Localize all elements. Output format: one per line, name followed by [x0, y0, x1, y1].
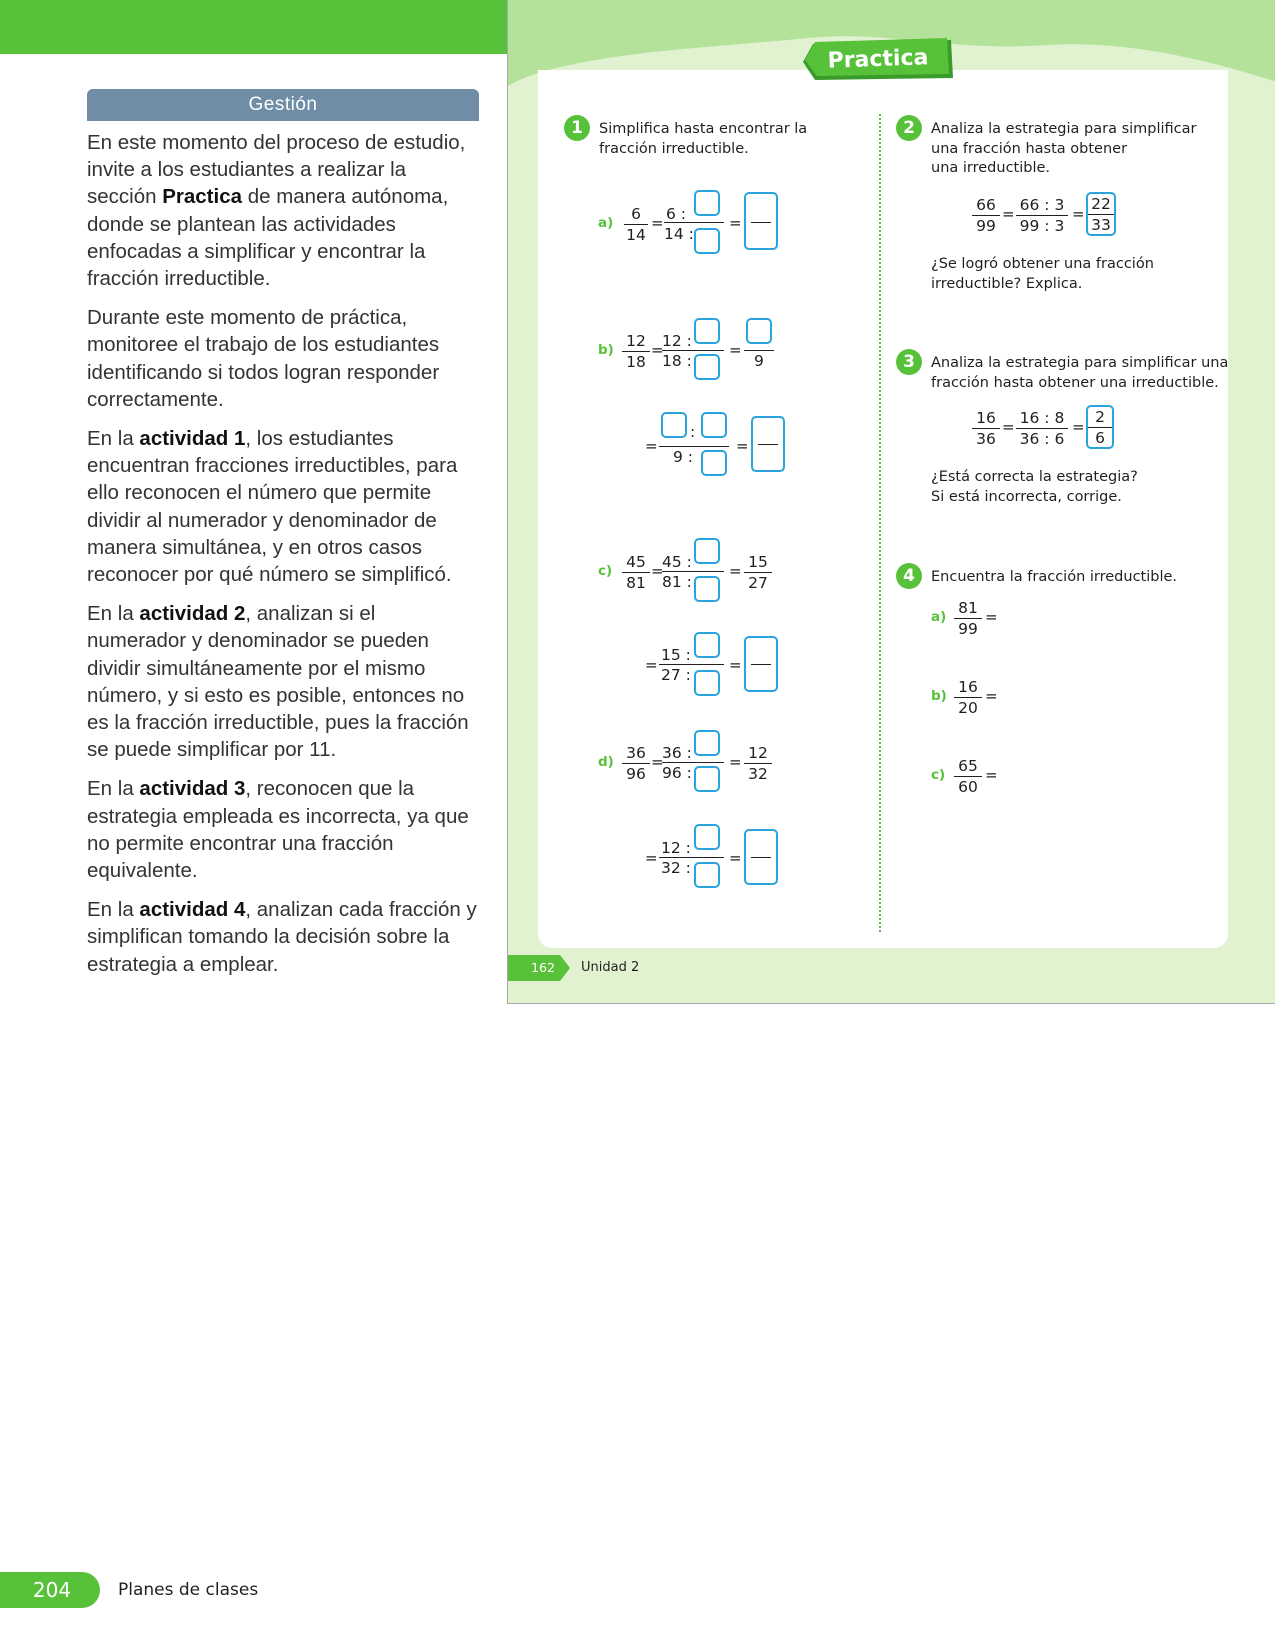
- denominator-division: 27 :: [661, 666, 691, 684]
- equals-sign: =: [729, 214, 742, 232]
- activity-3-badge: 3: [896, 349, 922, 375]
- denominator-division: 32 :: [661, 859, 691, 877]
- fraction-3-result: 2 6: [1088, 408, 1112, 447]
- equals-sign: =: [645, 437, 658, 455]
- answer-box[interactable]: [661, 412, 687, 438]
- fraction-4b: 16 20: [954, 678, 982, 717]
- activity-1-instruction: Simplifica hasta encontrar la fracción irreductible.: [599, 121, 808, 157]
- denominator-division: 96 :: [662, 764, 692, 782]
- equals-sign: =: [736, 437, 749, 455]
- fraction-bar: [662, 762, 724, 763]
- equals-sign: =: [729, 562, 742, 580]
- answer-box[interactable]: [694, 670, 720, 696]
- fraction-4a: 81 99: [954, 599, 982, 638]
- answer-box[interactable]: [694, 354, 720, 380]
- answer-box[interactable]: [694, 228, 720, 254]
- activity-2-badge: 2: [896, 115, 922, 141]
- equals-sign: =: [1072, 205, 1085, 223]
- activity-1b-label: b): [598, 342, 614, 358]
- gestion-paragraph-2: Durante este momento de práctica, monitoree el trabajo de los estudiantes identificando si todos logran responder correctamente.: [87, 306, 440, 411]
- book-unit-label: Unidad 2: [581, 960, 640, 975]
- answer-box[interactable]: [701, 412, 727, 438]
- column-divider: [879, 114, 881, 932]
- activity-4-instruction: Encuentra la fracción irreductible.: [931, 569, 1178, 585]
- denominator-division: 14 :: [664, 225, 694, 243]
- denominator-division: 81 :: [662, 573, 692, 591]
- fraction-1c-result: 15 27: [744, 553, 772, 592]
- equals-sign: =: [651, 753, 664, 771]
- equals-sign: =: [651, 341, 664, 359]
- numerator-division: 12 :: [662, 332, 692, 350]
- equals-sign: =: [729, 849, 742, 867]
- equals-sign: =: [651, 214, 664, 232]
- fraction-bar: [659, 446, 729, 447]
- fraction-bar: [744, 350, 774, 351]
- equals-sign: =: [985, 687, 998, 705]
- activity-1c-label: c): [598, 563, 613, 579]
- practica-tag: [803, 38, 953, 82]
- gestion-paragraph-5: En la actividad 3, reconocen que la estrategia empleada es incorrecta, ya que no permite encontrar una fracción equivalente.: [87, 777, 469, 883]
- equals-sign: =: [729, 656, 742, 674]
- numerator-division: 36 :: [662, 744, 692, 762]
- fraction-bar: [659, 664, 724, 665]
- activity-4c-label: c): [931, 767, 946, 783]
- fraction-4c: 65 60: [954, 757, 982, 796]
- answer-box[interactable]: [694, 632, 720, 658]
- equals-sign: =: [1072, 418, 1085, 436]
- answer-box[interactable]: [694, 824, 720, 850]
- answer-box[interactable]: [694, 730, 720, 756]
- answer-box[interactable]: [694, 862, 720, 888]
- equals-sign: =: [645, 849, 658, 867]
- activity-4-badge: 4: [896, 563, 922, 589]
- equals-sign: =: [651, 562, 664, 580]
- fraction-bar: [662, 571, 724, 572]
- activity-4b-label: b): [931, 688, 947, 704]
- denominator-division: 9 :: [673, 448, 694, 466]
- answer-box[interactable]: [694, 318, 720, 344]
- activity-1a-label: a): [598, 215, 614, 231]
- fraction-1d-original: 36 96: [622, 744, 650, 783]
- equals-sign: =: [1002, 205, 1015, 223]
- activity-3-question: ¿Está correcta la estrategia? Si está incorrecta, corrige.: [931, 469, 1138, 505]
- fraction-2-original: 66 99: [972, 196, 1000, 235]
- activity-1d-label: d): [598, 754, 614, 770]
- answer-fraction-box[interactable]: [744, 192, 778, 250]
- fraction-1b-original: 12 18: [622, 332, 650, 371]
- gestion-header: Gestión: [87, 89, 479, 121]
- answer-box[interactable]: [701, 450, 727, 476]
- equals-sign: =: [645, 656, 658, 674]
- gestion-column: [87, 89, 479, 990]
- fraction-2-result: 22 33: [1088, 195, 1114, 234]
- activity-2-instruction: Analiza la estrategia para simplificar una fracción hasta obtener una irreductible.: [931, 121, 1197, 176]
- activity-2-question: ¿Se logró obtener una fracción irreductible? Explica.: [931, 256, 1154, 292]
- footer-label: Planes de clases: [118, 1580, 259, 1600]
- answer-box[interactable]: [694, 576, 720, 602]
- practica-title: Practica: [827, 45, 929, 74]
- answer-box[interactable]: [694, 190, 720, 216]
- fraction-bar: [751, 222, 771, 223]
- gestion-paragraph-3: En la actividad 1, los estudiantes encuentran fracciones irreductibles, para ello reconocen el número que permite dividir al numerador y denominador de manera simultánea, y en otros casos reconocer por qué número se simplificó.: [87, 427, 458, 587]
- fraction-bar: [758, 444, 778, 445]
- activity-4a-label: a): [931, 609, 947, 625]
- denominator-value: 9: [754, 352, 764, 370]
- textbook-page: [507, 0, 1275, 1004]
- answer-box[interactable]: [694, 538, 720, 564]
- equals-sign: =: [729, 341, 742, 359]
- gestion-paragraph-1: En este momento del proceso de estudio, invite a los estudiantes a realizar la sección Practica de manera autónoma, donde se plantean las actividades enfocadas a simplificar y encontrar la fracción irreductible.: [87, 131, 466, 291]
- gestion-body: [87, 129, 479, 978]
- fraction-bar: [751, 664, 771, 665]
- fraction-2-division: 66 : 3 99 : 3: [1016, 196, 1068, 235]
- numerator-division: 15 :: [661, 646, 691, 664]
- equals-sign: =: [1002, 418, 1015, 436]
- fraction-3-division: 16 : 8 36 : 6: [1016, 409, 1068, 448]
- page-number: 204: [32, 1578, 72, 1602]
- activity-3-instruction: Analiza la estrategia para simplificar una fracción hasta obtener una irreductible.: [931, 355, 1229, 391]
- fraction-bar: [662, 350, 724, 351]
- numerator-division: 12 :: [661, 839, 691, 857]
- textbook-content-area: [538, 70, 1228, 948]
- numerator-division: 45 :: [662, 553, 692, 571]
- answer-box[interactable]: [694, 766, 720, 792]
- colon-sign: :: [690, 423, 696, 441]
- equals-sign: =: [729, 753, 742, 771]
- answer-box[interactable]: [746, 318, 772, 344]
- fraction-bar: [751, 857, 771, 858]
- book-page-number: 162: [531, 960, 555, 975]
- fraction-bar: [664, 222, 724, 223]
- activity-1-badge: 1: [564, 115, 590, 141]
- top-green-bar: [0, 0, 508, 54]
- equals-sign: =: [985, 766, 998, 784]
- fraction-3-original: 16 36: [972, 409, 1000, 448]
- fraction-1d-result: 12 32: [744, 744, 772, 783]
- numerator-division: 6 :: [666, 205, 687, 223]
- denominator-division: 18 :: [662, 352, 692, 370]
- gestion-paragraph-6: En la actividad 4, analizan cada fracción y simplifican tomando la decisión sobre la estrategia a emplear.: [87, 898, 477, 976]
- fraction-1a-original: 6 14: [624, 205, 648, 244]
- gestion-paragraph-4: En la actividad 2, analizan si el numerador y denominador se pueden dividir simultáneamente por el mismo número, y si esto es posible, entonces no es la fracción irreductible, pues la fracción se puede simplificar por 11.: [87, 602, 469, 762]
- fraction-bar: [659, 857, 724, 858]
- equals-sign: =: [985, 608, 998, 626]
- fraction-1c-original: 45 81: [622, 553, 650, 592]
